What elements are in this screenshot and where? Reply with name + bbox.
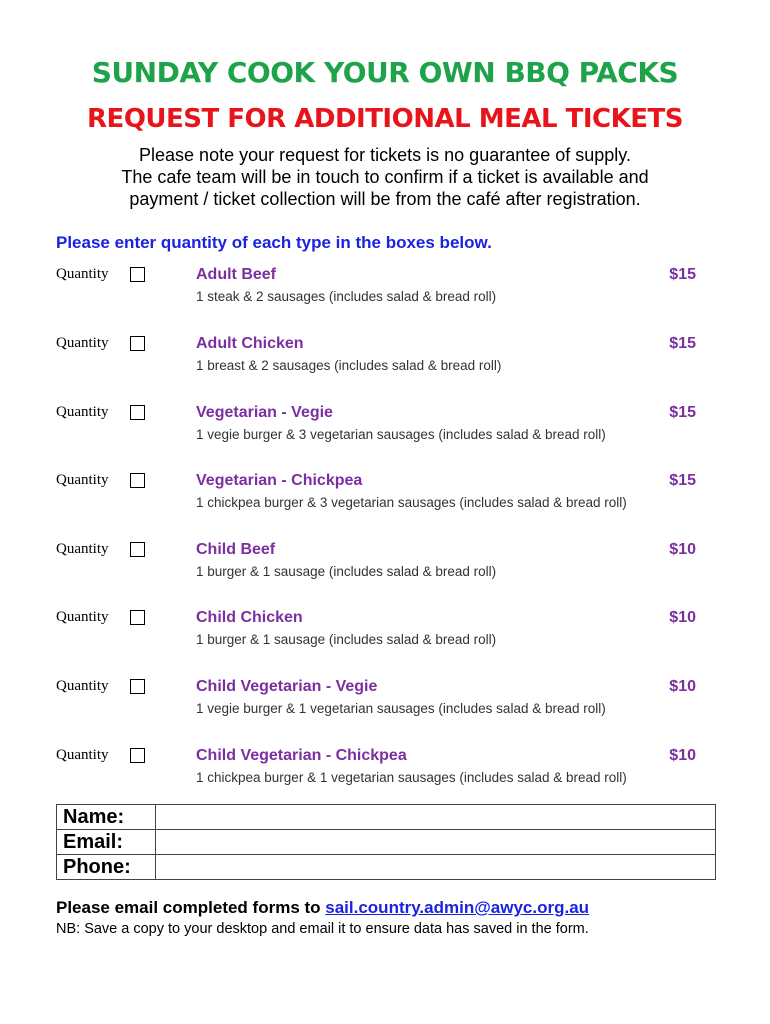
quantity-label: Quantity — [56, 678, 109, 694]
quantity-box-adult-chicken[interactable] — [130, 336, 145, 351]
quantity-box-vegetarian-vegie[interactable] — [130, 405, 145, 420]
item-price: $15 — [669, 266, 696, 283]
quantity-label: Quantity — [56, 335, 109, 351]
phone-label: Phone: — [57, 855, 156, 880]
item-description: 1 chickpea burger & 1 vegetarian sausages (includes salad & bread roll) — [196, 770, 627, 785]
quantity-box-adult-beef[interactable] — [130, 267, 145, 282]
item-description: 1 breast & 2 sausages (includes salad & bread roll) — [196, 358, 502, 373]
supply-note — [40, 144, 730, 210]
quantity-label: Quantity — [56, 404, 109, 420]
quantity-instruction: Please enter quantity of each type in the boxes below. — [56, 233, 492, 252]
name-field[interactable] — [156, 805, 716, 830]
quantity-label: Quantity — [56, 472, 109, 488]
email-field[interactable] — [156, 830, 716, 855]
page-subtitle: REQUEST FOR ADDITIONAL MEAL TICKETS — [87, 104, 683, 134]
item-price: $15 — [669, 335, 696, 352]
item-price: $10 — [669, 541, 696, 558]
quantity-box-child-beef[interactable] — [130, 542, 145, 557]
meal-item-child-vegetarian-chickpea — [56, 747, 696, 797]
item-name: Vegetarian - Chickpea — [196, 472, 363, 489]
meal-item-child-chicken — [56, 609, 696, 659]
meal-item-child-beef — [56, 541, 696, 591]
item-description: 1 burger & 1 sausage (includes salad & bread roll) — [196, 564, 497, 579]
meal-item-child-vegetarian-vegie — [56, 678, 696, 728]
item-name: Child Beef — [196, 541, 276, 558]
phone-field[interactable] — [156, 855, 716, 880]
item-name: Child Vegetarian - Vegie — [196, 678, 378, 695]
quantity-label: Quantity — [56, 609, 109, 625]
contact-details-table — [56, 804, 716, 880]
quantity-label: Quantity — [56, 266, 109, 282]
email-label: Email: — [57, 830, 156, 855]
item-price: $10 — [669, 678, 696, 695]
admin-email-link[interactable]: sail.country.admin@awyc.org.au — [325, 898, 590, 917]
page-title: SUNDAY COOK YOUR OWN BBQ PACKS — [91, 56, 679, 89]
quantity-box-vegetarian-chickpea[interactable] — [130, 473, 145, 488]
item-description: 1 steak & 2 sausages (includes salad & bread roll) — [196, 289, 497, 304]
item-name: Adult Beef — [196, 266, 276, 283]
contact-row-email — [57, 830, 716, 855]
item-name: Vegetarian - Vegie — [196, 404, 333, 421]
quantity-box-child-vegetarian-chickpea[interactable] — [130, 748, 145, 763]
contact-row-name — [57, 805, 716, 830]
quantity-box-child-chicken[interactable] — [130, 610, 145, 625]
name-label: Name: — [57, 805, 156, 830]
item-price: $15 — [669, 472, 696, 489]
item-name: Adult Chicken — [196, 335, 304, 352]
item-description: 1 vegie burger & 3 vegetarian sausages (includes salad & bread roll) — [196, 427, 606, 442]
meal-item-adult-chicken — [56, 335, 696, 385]
note-line: Please note your request for tickets is no guarantee of supply. — [139, 145, 631, 165]
note-line: The cafe team will be in touch to confirm if a ticket is available and — [121, 167, 649, 187]
item-name: Child Chicken — [196, 609, 303, 626]
item-price: $10 — [669, 747, 696, 764]
quantity-box-child-vegetarian-vegie[interactable] — [130, 679, 145, 694]
contact-row-phone — [57, 855, 716, 880]
item-name: Child Vegetarian - Chickpea — [196, 747, 407, 764]
email-instruction-text: Please email completed forms to — [56, 898, 326, 917]
meal-item-adult-beef — [56, 266, 696, 316]
save-note: NB: Save a copy to your desktop and email it to ensure data has saved in the form. — [56, 921, 589, 937]
quantity-label: Quantity — [56, 747, 109, 763]
meal-item-vegetarian-vegie — [56, 404, 696, 454]
note-line: payment / ticket collection will be from the café after registration. — [129, 189, 641, 209]
item-description: 1 chickpea burger & 3 vegetarian sausages (includes salad & bread roll) — [196, 495, 627, 510]
item-description: 1 burger & 1 sausage (includes salad & bread roll) — [196, 632, 497, 647]
meal-item-vegetarian-chickpea — [56, 472, 696, 522]
item-price: $15 — [669, 404, 696, 421]
email-instruction — [56, 898, 589, 918]
item-description: 1 vegie burger & 1 vegetarian sausages (includes salad & bread roll) — [196, 701, 606, 716]
item-price: $10 — [669, 609, 696, 626]
quantity-label: Quantity — [56, 541, 109, 557]
